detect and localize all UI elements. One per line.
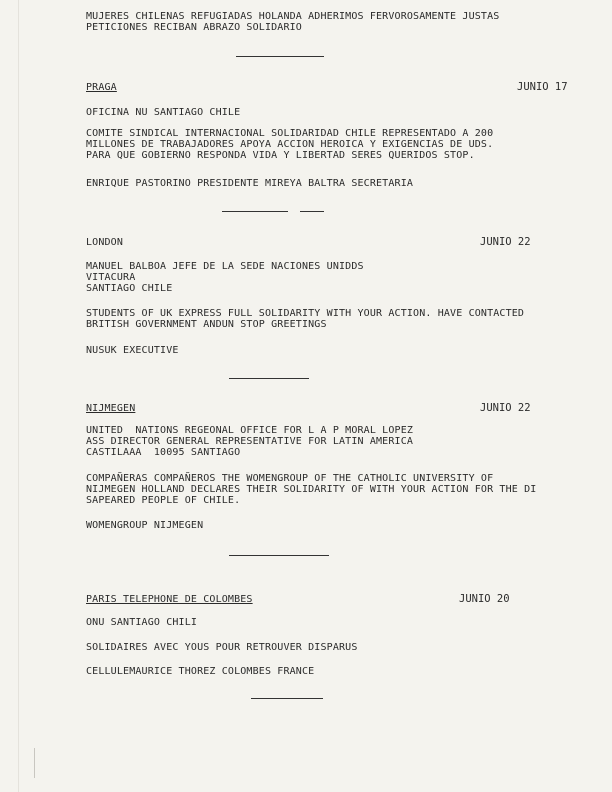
london-addressee-line-3: SANTIAGO CHILE	[86, 283, 173, 294]
praga-signature: ENRIQUE PASTORINO PRESIDENTE MIREYA BALTRA SECRETARIA	[86, 178, 414, 189]
paris-date: JUNIO 20	[459, 593, 510, 605]
paris-signature: CELLULEMAURICE THOREZ COLOMBES FRANCE	[86, 666, 315, 677]
divider-rule	[229, 378, 309, 379]
paper-mark	[34, 748, 35, 778]
divider-rule	[236, 56, 324, 57]
nijmegen-body-line-1: COMPAÑERAS COMPAÑEROS THE WOMENGROUP OF THE CATHOLIC UNIVERSITY OF	[86, 473, 494, 484]
nijmegen-signature: WOMENGROUP NIJMEGEN	[86, 520, 204, 531]
nijmegen-body-line-2: NIJMEGEN HOLLAND DECLARES THEIR SOLIDARITY OF WITH YOUR ACTION FOR THE DI	[86, 484, 537, 495]
praga-body-line-3: PARA QUE GOBIERNO RESPONDA VIDA Y LIBERTAD SERES QUERIDOS STOP.	[86, 150, 475, 161]
divider-rule	[229, 555, 329, 556]
london-place: LONDON	[86, 237, 124, 248]
london-signature: NUSUK EXECUTIVE	[86, 345, 179, 356]
praga-place: PRAGA	[86, 82, 117, 93]
divider-rule	[300, 211, 324, 212]
praga-body-line-2: MILLONES DE TRABAJADORES APOYA ACCION HEROICA Y EXIGENCIAS DE UDS.	[86, 139, 494, 150]
divider-rule	[251, 698, 323, 699]
nijmegen-addressee-line-3: CASTILAAA 10095 SANTIAGO	[86, 447, 241, 458]
paper-edge-shadow	[18, 0, 19, 792]
nijmegen-addressee-line-2: ASS DIRECTOR GENERAL REPRESENTATIVE FOR LATIN AMERICA	[86, 436, 414, 447]
paris-body: SOLIDAIRES AVEC YOUS POUR RETROUVER DISPARUS	[86, 642, 358, 653]
nijmegen-addressee-line-1: UNITED NATIONS REGEONAL OFFICE FOR L A P MORAL LOPEZ	[86, 425, 414, 436]
section0-body-line-2: PETICIONES RECIBAN ABRAZO SOLIDARIO	[86, 22, 302, 33]
nijmegen-place: NIJMEGEN	[86, 403, 136, 414]
praga-addressee: OFICINA NU SANTIAGO CHILE	[86, 107, 241, 118]
praga-date: JUNIO 17	[517, 81, 568, 93]
divider-rule	[222, 211, 288, 212]
section0-body-line-1: MUJERES CHILENAS REFUGIADAS HOLANDA ADHERIMOS FERVOROSAMENTE JUSTAS	[86, 11, 500, 22]
paris-place: PARIS TELEPHONE DE COLOMBES	[86, 594, 253, 605]
paris-addressee: ONU SANTIAGO CHILI	[86, 617, 198, 628]
london-addressee-line-2: VITACURA	[86, 272, 136, 283]
nijmegen-body-line-3: SAPEARED PEOPLE OF CHILE.	[86, 495, 241, 506]
london-body-line-2: BRITISH GOVERNMENT ANDUN STOP GREETINGS	[86, 319, 327, 330]
praga-body-line-1: COMITE SINDICAL INTERNACIONAL SOLIDARIDAD CHILE REPRESENTADO A 200	[86, 128, 494, 139]
london-date: JUNIO 22	[480, 236, 531, 248]
london-addressee-line-1: MANUEL BALBOA JEFE DE LA SEDE NACIONES UNIDDS	[86, 261, 364, 272]
london-body-line-1: STUDENTS OF UK EXPRESS FULL SOLIDARITY WITH YOUR ACTION. HAVE CONTACTED	[86, 308, 525, 319]
nijmegen-date: JUNIO 22	[480, 402, 531, 414]
